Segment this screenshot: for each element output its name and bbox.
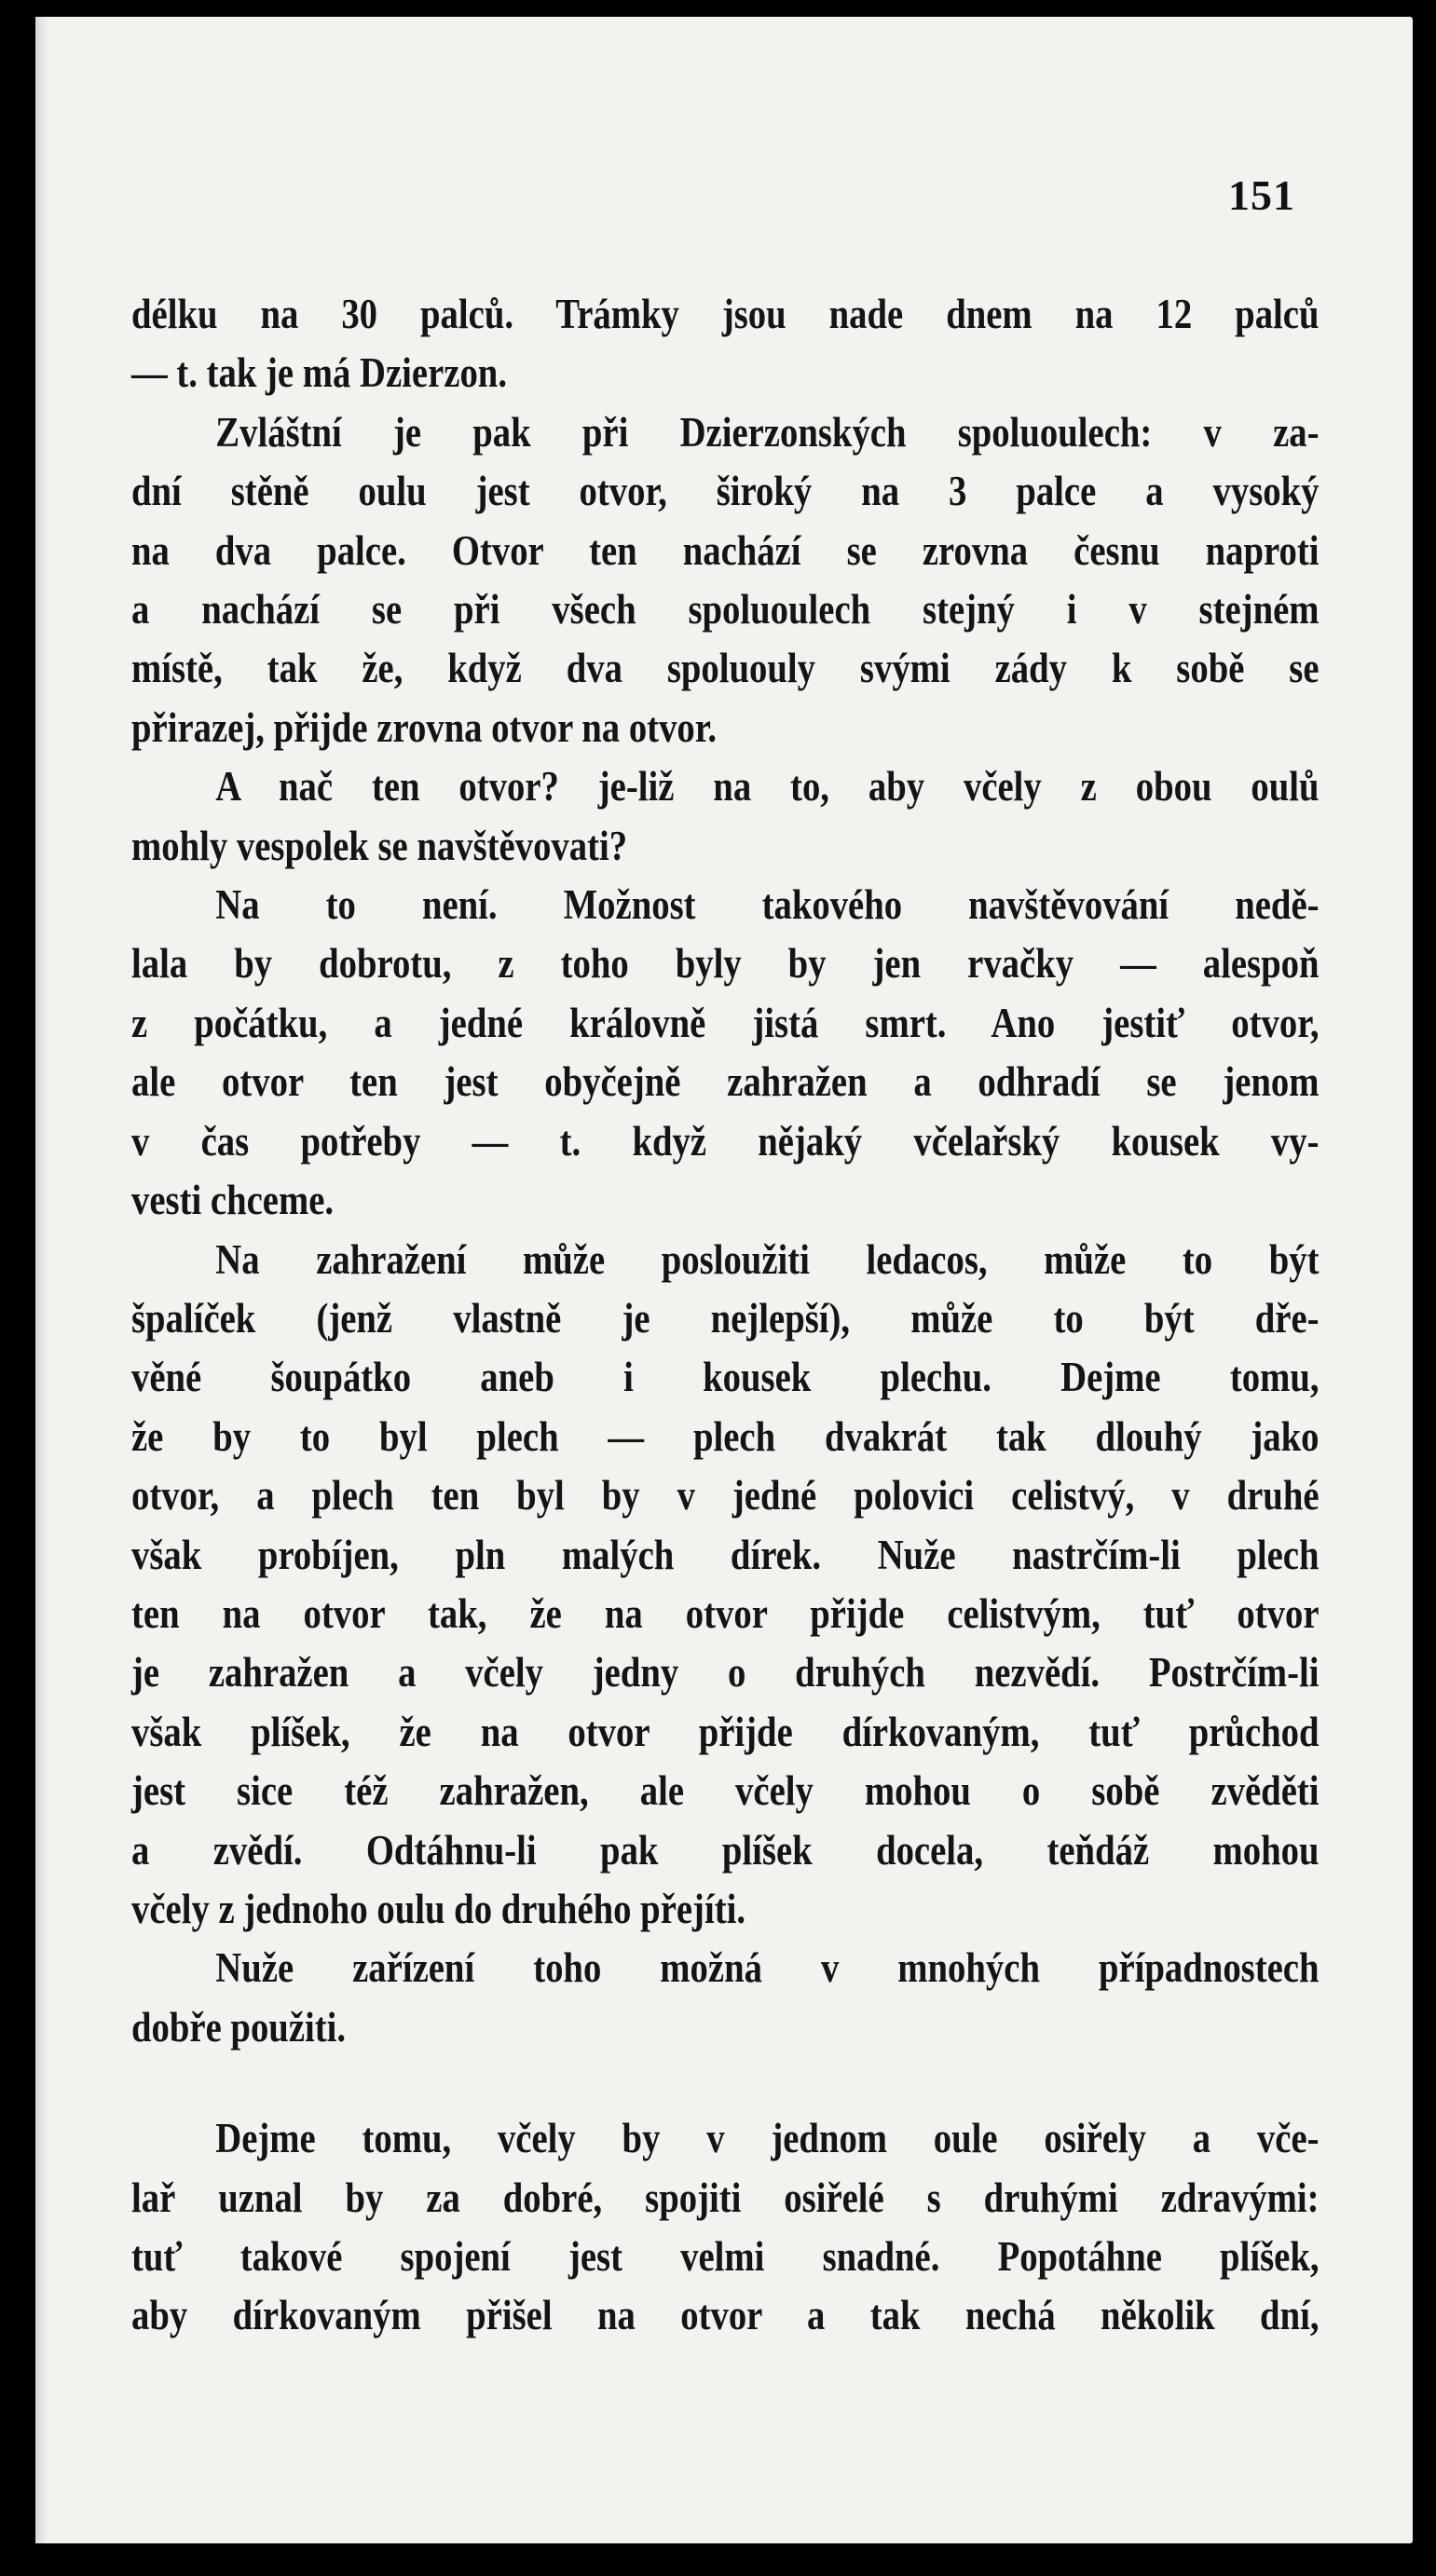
book-page: [35, 17, 1413, 2543]
text-line: dní stěně oulu jest otvor, široký na 3 palce a vysoký: [131, 468, 1320, 515]
text-line: a zvědí. Odtáhnu-li pak plíšek docela, teňdáž mohou: [131, 1826, 1320, 1874]
text-line: v čas potřeby — t. když nějaký včelařský kousek vy-: [131, 1117, 1320, 1165]
text-line: však plíšek, že na otvor přijde dírkovaným, tuť průchod: [131, 1708, 1320, 1755]
text-line: na dva palce. Otvor ten nachází se zrovna česnu naproti: [131, 526, 1320, 574]
text-line: špalíček (jenž vlastně je nejlepší), může to být dře-: [131, 1294, 1320, 1342]
text-line: místě, tak že, když dva spoluouly svými zády k sobě se: [131, 645, 1320, 692]
text-line: věné šoupátko aneb i kousek plechu. Dejme tomu,: [131, 1354, 1320, 1401]
text-line: mohly vespolek se navštěvovati?: [131, 822, 628, 869]
text-line: včely z jednoho oulu do druhého přejíti.: [131, 1885, 746, 1932]
scan-edge: [35, 17, 48, 2543]
text-line: lař uznal by za dobré, spojiti osiřelé s druhými zdravými:: [131, 2174, 1320, 2221]
text-line: je zahražen a včely jedny o druhých nezvědí. Postrčím-li: [131, 1649, 1320, 1697]
text-line: ten na otvor tak, že na otvor přijde celistvým, tuť otvor: [131, 1589, 1320, 1637]
text-line: přirazej, přijde zrovna otvor na otvor.: [131, 703, 718, 751]
text-line: Dejme tomu, včely by v jednom oule osiřely a vče-: [215, 2115, 1320, 2162]
text-line: a nachází se při všech spoluoulech stejný i v stejném: [131, 586, 1320, 634]
text-line: délku na 30 palců. Trámky jsou nade dnem na 12 palců: [131, 291, 1320, 337]
text-line: dobře použiti.: [131, 2003, 347, 2051]
text-line: lala by dobrotu, z toho byly by jen rvačky — alespoň: [131, 940, 1320, 988]
text-line: — t. tak je má Dzierzon.: [131, 349, 508, 397]
text-line: že by to byl plech — plech dvakrát tak dlouhý jako: [131, 1412, 1320, 1460]
text-line: Zvláštní je pak při Dzierzonských spoluoulech: v za-: [215, 408, 1320, 456]
text-line: Nuže zařízení toho možná v mnohých případnostech: [215, 1944, 1320, 1992]
text-line: aby dírkovaným přišel na otvor a tak nechá několik dní,: [131, 2292, 1320, 2339]
page-number: 151: [1228, 171, 1295, 219]
text-line: Na zahražení může posloužiti ledacos, může to být: [215, 1235, 1320, 1283]
text-line: vesti chceme.: [131, 1177, 335, 1224]
paragraph-gap: [131, 2057, 1154, 2109]
text-line: z počátku, a jedné královně jistá smrt. Ano jestiť otvor,: [131, 999, 1320, 1046]
text-line: jest sice též zahražen, ale včely mohou o sobě zvěděti: [131, 1767, 1320, 1815]
text-line: otvor, a plech ten byl by v jedné polovici celistvý, v druhé: [131, 1472, 1320, 1520]
text-line: ale otvor ten jest obyčejně zahražen a odhradí se jenom: [131, 1058, 1320, 1106]
text-line: Na to není. Možnost takového navštěvování nedě-: [215, 881, 1320, 929]
body-text: [131, 285, 1320, 2346]
text-line: však probíjen, pln malých dírek. Nuže nastrčím-li plech: [131, 1531, 1320, 1578]
text-line: A nač ten otvor? je-liž na to, aby včely z obou oulů: [215, 763, 1320, 811]
text-line: tuť takové spojení jest velmi snadné. Popotáhne plíšek,: [131, 2233, 1320, 2280]
